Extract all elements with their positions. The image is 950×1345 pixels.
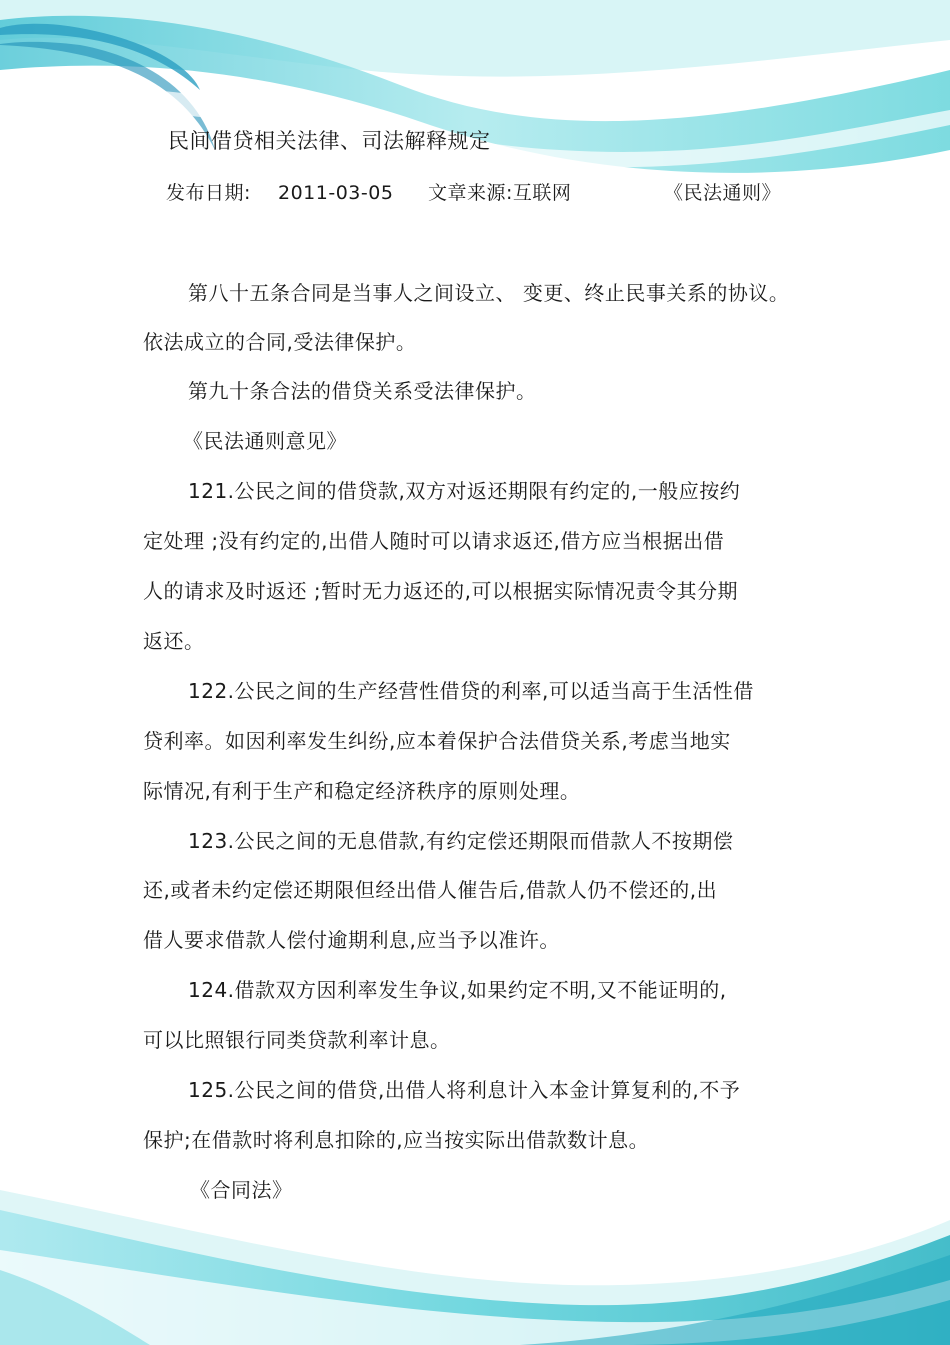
body-line: 际情况,有利于生产和稳定经济秩序的原则处理。 — [143, 779, 581, 803]
body-line: 124.借款双方因利率发生争议,如果约定不明,又不能证明的, — [188, 978, 727, 1002]
body-line: 借人要求借款人偿付逾期利息,应当予以准许。 — [143, 928, 560, 952]
body-line: 贷利率。如因利率发生纠纷,应本着保护合法借贷关系,考虑当地实 — [143, 729, 731, 753]
body-line: 返还。 — [143, 629, 205, 653]
body-line: 《民法通则意见》 — [183, 429, 347, 453]
body-line: 保护;在借款时将利息扣除的,应当按实际出借款数计息。 — [143, 1128, 650, 1152]
body-line: 121.公民之间的借贷款,双方对返还期限有约定的,一般应按约 — [188, 479, 741, 503]
page-title: 民间借贷相关法律、司法解释规定 — [168, 129, 491, 153]
publish-date-value: 2011-03-05 — [278, 182, 394, 204]
article-source: 文章来源:互联网 — [428, 182, 572, 204]
law-reference: 《民法通则》 — [664, 182, 782, 204]
publish-date-label: 发布日期: — [166, 182, 251, 204]
body-line: 125.公民之间的借贷,出借人将利息计入本金计算复利的,不予 — [188, 1078, 741, 1102]
body-line: 还,或者未约定偿还期限但经出借人催告后,借款人仍不偿还的,出 — [143, 878, 718, 902]
body-line: 第九十条合法的借贷关系受法律保护。 — [188, 379, 537, 403]
body-line: 122.公民之间的生产经营性借贷的利率,可以适当高于生活性借 — [188, 679, 754, 703]
body-line: 123.公民之间的无息借款,有约定偿还期限而借款人不按期偿 — [188, 829, 734, 853]
body-line: 人的请求及时返还 ;暂时无力返还的,可以根据实际情况责令其分期 — [143, 579, 738, 603]
body-line: 依法成立的合同,受法律保护。 — [143, 330, 417, 354]
body-line: 定处理 ;没有约定的,出借人随时可以请求返还,借方应当根据出借 — [143, 529, 725, 553]
body-line: 第八十五条合同是当事人之间设立、 变更、终止民事关系的协议。 — [188, 281, 790, 305]
body-line: 可以比照银行同类贷款利率计息。 — [143, 1028, 451, 1052]
body-line: 《合同法》 — [190, 1178, 293, 1202]
